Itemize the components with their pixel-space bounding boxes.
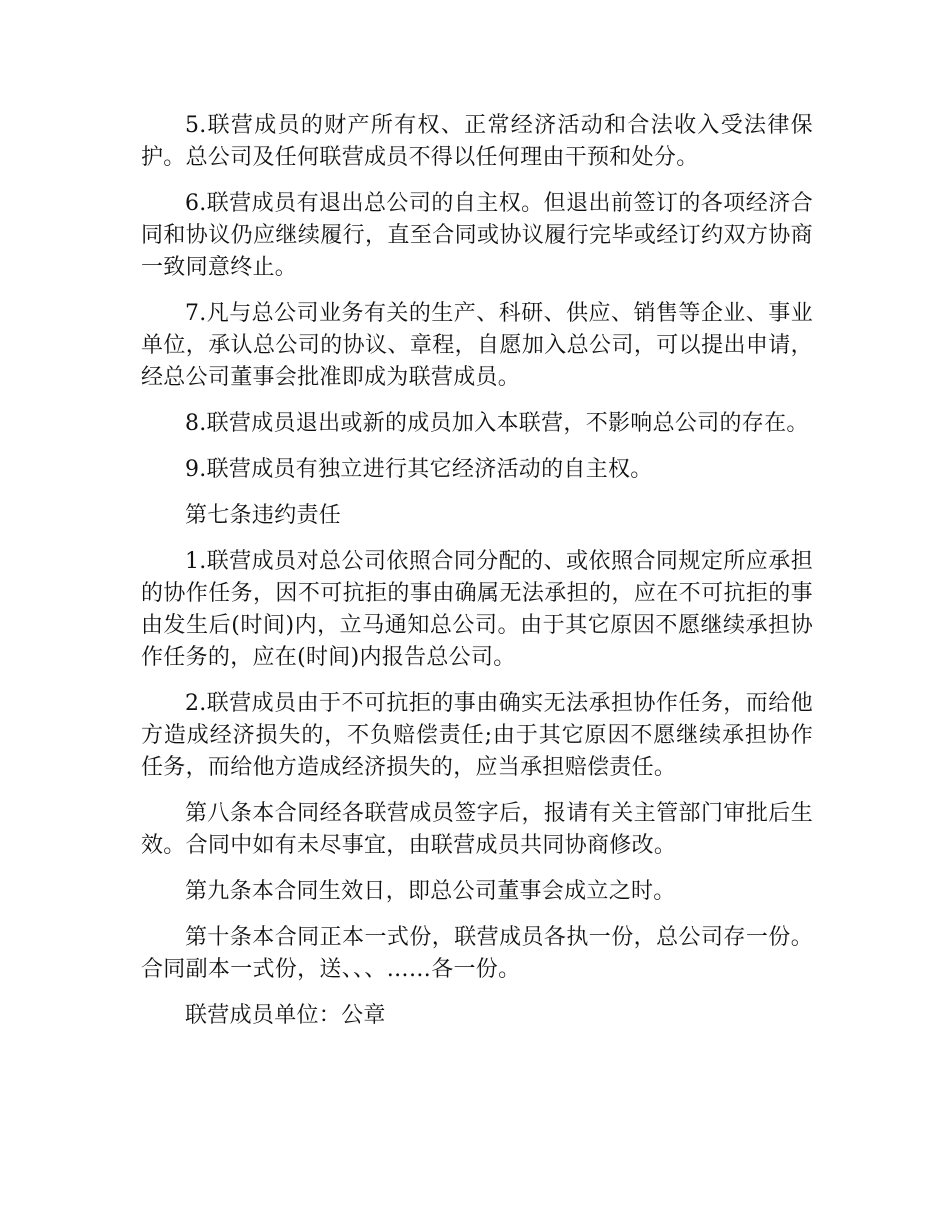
article-7-heading: 第七条违约责任 xyxy=(185,503,342,528)
clause-9-independent-activity: 9.联营成员有独立进行其它经济活动的自主权。 xyxy=(185,457,653,482)
article-9-paragraph: 第九条本合同生效日，即总公司董事会成立之时。 xyxy=(185,879,676,904)
article-10-paragraph: 第十条本合同正本一式份，联营成员各执一份，总公司存一份。合同副本一式份，送、、、……各一份。 xyxy=(141,925,813,982)
article-7-clause-2: 2.联营成员由于不可抗拒的事由确实无法承担协作任务，而给他方造成经济损失的，不负赔偿责任;由于其它原因不愿继续承担协作任务，而给他方造成经济损失的，应当承担赔偿责任。 xyxy=(141,691,813,780)
clause-8-company-continuity: 8.联营成员退出或新的成员加入本联营，不影响总公司的存在。 xyxy=(185,411,809,436)
member-unit-seal-line: 联营成员单位：公章 xyxy=(185,1003,386,1028)
clause-7-membership-application: 7.凡与总公司业务有关的生产、科研、供应、销售等企业、事业单位，承认总公司的协议、章程，自愿加入总公司，可以提出申请，经总公司董事会批准即成为联营成员。 xyxy=(141,301,813,390)
clause-5-property-rights: 5.联营成员的财产所有权、正常经济活动和合法收入受法律保护。总公司及任何联营成员不得以任何理由干预和处分。 xyxy=(141,113,813,170)
article-7-clause-1: 1.联营成员对总公司依照合同分配的、或依照合同规定所应承担的协作任务，因不可抗拒的事由确属无法承担的，应在不可抗拒的事由发生后(时间)内，立马通知总公司。由于其它原因不愿继续承担协作任务的，应在(时间)内报告总公司。 xyxy=(141,549,813,670)
article-8-paragraph: 第八条本合同经各联营成员签字后，报请有关主管部门审批后生效。合同中如有未尽事宜，由联营成员共同协商修改。 xyxy=(141,801,813,858)
document-body xyxy=(141,110,813,1046)
clause-6-withdrawal-right: 6.联营成员有退出总公司的自主权。但退出前签订的各项经济合同和协议仍应继续履行，直至合同或协议履行完毕或经订约双方协商一致同意终止。 xyxy=(141,191,813,280)
